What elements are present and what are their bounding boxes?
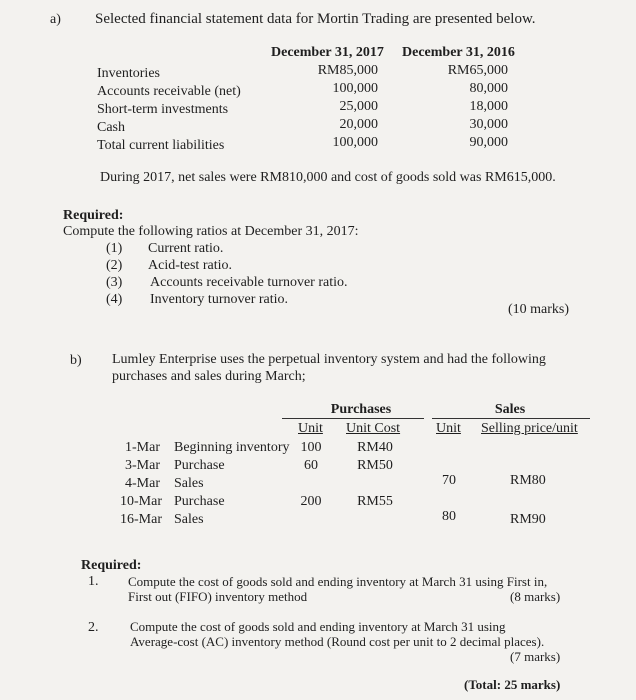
required-text-a: Compute the following ratios at December 31, 2017: <box>63 224 359 239</box>
purchases-header-rule <box>282 418 424 419</box>
question-1-num: 1. <box>88 574 99 589</box>
purchase-unit: 200 <box>300 494 322 509</box>
sales-note: During 2017, net sales were RM810,000 and cost of goods sold was RM615,000. <box>100 170 556 185</box>
ratio-num: (1) <box>106 241 123 256</box>
col-header-unit-purchases: Unit <box>298 421 323 436</box>
sales-selling-price: RM80 <box>510 473 546 488</box>
total-marks: (Total: 25 marks) <box>464 677 561 692</box>
transaction-date: 4-Mar <box>125 476 160 491</box>
purchase-unit-cost: RM50 <box>357 458 393 473</box>
transaction-desc: Beginning inventory <box>174 440 290 455</box>
col-header-selling-price: Selling price/unit <box>481 421 578 436</box>
row-label: Cash <box>97 120 125 135</box>
purchase-unit-cost: RM55 <box>357 494 393 509</box>
col-header-2017: December 31, 2017 <box>271 45 384 60</box>
sales-selling-price: RM90 <box>510 512 546 527</box>
part-a-intro: Selected financial statement data for Mortin Trading are presented below. <box>95 11 536 27</box>
part-b-intro-line2: purchases and sales during March; <box>112 369 306 384</box>
row-label: Short-term investments <box>97 102 229 117</box>
part-b-label: b) <box>70 353 82 368</box>
question-2-num: 2. <box>88 620 99 635</box>
col-header-unit-cost: Unit Cost <box>346 421 401 436</box>
col-header-2016: December 31, 2016 <box>402 45 515 60</box>
purchase-unit: 60 <box>304 458 318 473</box>
value-2016: 80,000 <box>469 81 508 96</box>
value-2017: 20,000 <box>339 117 378 132</box>
transaction-desc: Purchase <box>174 494 225 509</box>
value-2017: 100,000 <box>332 81 378 96</box>
marks-a: (10 marks) <box>508 302 570 317</box>
sales-header-rule <box>432 418 590 419</box>
transaction-desc: Purchase <box>174 458 225 473</box>
part-a-label: a) <box>50 12 61 27</box>
ratio-num: (3) <box>106 275 123 290</box>
question-1-line2: First out (FIFO) inventory method <box>128 589 308 604</box>
part-b-intro-line1: Lumley Enterprise uses the perpetual inventory system and had the following <box>112 352 546 367</box>
sales-header: Sales <box>494 402 526 417</box>
transaction-date: 3-Mar <box>125 458 160 473</box>
question-2-line1: Compute the cost of goods sold and ending inventory at March 31 using <box>130 619 506 634</box>
row-label: Accounts receivable (net) <box>97 84 241 99</box>
value-2016: 18,000 <box>469 99 508 114</box>
col-header-unit-sales: Unit <box>436 421 461 436</box>
transaction-date: 16-Mar <box>120 512 162 527</box>
sales-unit: 80 <box>442 509 456 524</box>
value-2017: 100,000 <box>332 135 378 150</box>
question-2-marks: (7 marks) <box>510 649 561 664</box>
question-1-marks: (8 marks) <box>510 589 561 604</box>
row-label: Inventories <box>97 66 160 81</box>
transaction-desc: Sales <box>174 476 204 491</box>
value-2016: RM65,000 <box>447 63 508 78</box>
value-2017: RM85,000 <box>317 63 378 78</box>
row-label: Total current liabilities <box>97 138 225 153</box>
ratio-item: Inventory turnover ratio. <box>150 292 289 307</box>
ratio-num: (4) <box>106 292 123 307</box>
value-2016: 30,000 <box>469 117 508 132</box>
required-heading-b: Required: <box>81 558 142 573</box>
purchase-unit: 100 <box>300 440 322 455</box>
ratio-item: Current ratio. <box>148 241 224 256</box>
required-heading-a: Required: <box>63 208 124 223</box>
ratio-item: Acid-test ratio. <box>148 258 232 273</box>
transaction-date: 1-Mar <box>125 440 160 455</box>
question-1-line1: Compute the cost of goods sold and ending inventory at March 31 using First in, <box>128 574 548 589</box>
value-2017: 25,000 <box>339 99 378 114</box>
sales-unit: 70 <box>442 473 456 488</box>
question-2-line2: Average-cost (AC) inventory method (Round cost per unit to 2 decimal places). <box>130 634 545 649</box>
transaction-desc: Sales <box>174 512 204 527</box>
purchase-unit-cost: RM40 <box>357 440 393 455</box>
transaction-date: 10-Mar <box>120 494 162 509</box>
ratio-item: Accounts receivable turnover ratio. <box>150 275 348 290</box>
value-2016: 90,000 <box>469 135 508 150</box>
ratio-num: (2) <box>106 258 123 273</box>
purchases-header: Purchases <box>330 402 392 417</box>
